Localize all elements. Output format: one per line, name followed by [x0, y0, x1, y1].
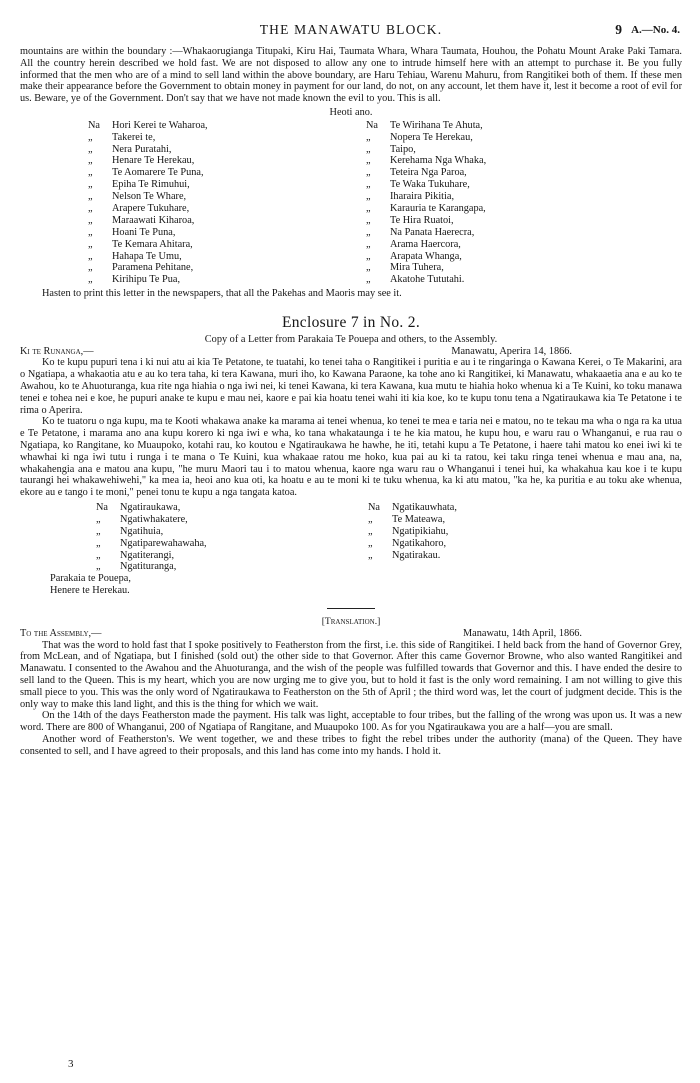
signatory-prefix: „ — [368, 549, 373, 561]
enclosure-salutation-row — [20, 346, 682, 358]
signatory-row — [88, 227, 350, 239]
signatory-prefix: „ — [366, 250, 371, 262]
signatory-name: Kerehama Nga Whaka, — [390, 155, 487, 167]
signatory-name: Te Aomarere Te Puna, — [112, 167, 204, 179]
signatory-row — [366, 120, 628, 132]
translation-salutation-row — [20, 628, 682, 640]
signatory-name: Arama Haercora, — [390, 238, 461, 250]
signatory-name: Te Hira Ruatoi, — [390, 214, 454, 226]
signatory-prefix: „ — [88, 214, 93, 226]
translation-salutation: To the Assembly,— — [20, 627, 102, 639]
personal-signatures — [50, 573, 682, 597]
tribe-row — [96, 514, 368, 526]
signatory-row — [366, 144, 628, 156]
signatory-name: Arapata Whanga, — [390, 250, 462, 262]
tribe-signatories-right — [368, 502, 640, 573]
signatory-prefix: Na — [88, 119, 101, 131]
enclosure-paragraph-1: Ko te kupu pupuri tena i ki nui atu ai kia Te Petatone, te tuatahi, ko tenei taha o Rangitikei i puritia e au i te ringaringa o Kawana Kerei, o Te Makarini, ara o Ngatiapa, a whakaotia atu e au ko tera taha, ki tera Kawana, muri iho, ko Kawana Paraone, ka tohe ano ki Rangitikei, ki Manawatu, whakaaetia ana e au ko te Awahou, ko te Ahuoturanga, kua rite nga hiahia o nga iwi nei, ki tenei Kawana, ki tera Kawana, kua mutu te hiahia hoko whenua ki a Te Kuini, ko toku manawa tenei e tohea nei e koe, he pupuri anake te kupu e mau nei, kaore e pai kia hoatu tenei wahi iti kia koe, ko te kupu tonu tena a Ngatiraukawa kia Te Petatone i te rima o Aperira. — [20, 357, 682, 416]
signatory-row — [366, 251, 628, 263]
signatory-row — [88, 191, 350, 203]
signatory-row — [366, 203, 628, 215]
signatory-prefix: „ — [88, 167, 93, 179]
signatory-name: Ngatiwhakatere, — [120, 513, 188, 525]
signatory-name: Taipo, — [390, 143, 416, 155]
tribe-signatories-table — [96, 502, 682, 573]
letter-body: mountains are within the boundary :—Whakaorugianga Titupaki, Kiru Hai, Taumata Whara, Whara Taumata, Houhou, the Pohatu Mount Arake Paki Tamara. All the country herein described we hold fast. We are not disposed to allow any one to intrude himself here with an attempt to purchase it. Be you fully informed that the men who are of a mind to sell land within the above boundary, are Haru Tehiau, Warenu Mahuru, from Rangitikei both of them. If these men make their appearance before the Government to obtain money in payment for our land, do not, on any account, let them have it, lest it become a root of evil for us. Beware, ye of the Government. Don't say that we have not made known the evil to you. This is all. — [20, 46, 682, 105]
signatory-name: Ngatipikiahu, — [392, 525, 449, 537]
translation-place-date: Manawatu, 14th April, 1866. — [463, 627, 582, 639]
signatory-row — [88, 132, 350, 144]
signatory-prefix: „ — [96, 525, 101, 537]
signatory-prefix: Na — [366, 119, 379, 131]
signatory-name: Ngatiraukawa, — [120, 502, 181, 513]
signatory-name: Te Kemara Ahitara, — [112, 238, 193, 250]
signatory-row — [88, 167, 350, 179]
signatory-prefix: „ — [88, 250, 93, 262]
signatory-name: Kirihipu Te Pua, — [112, 274, 181, 286]
signatory-name: Ngatiterangi, — [120, 549, 175, 561]
translation-paragraph-2: On the 14th of the days Featherston made the payment. His talk was light, acceptable to four tribes, but the falling of the wrong was upon us. It was a new word. There are 800 of Whanganui, 200 of Ngatiapa of Rangitane, and Muaupoko 100. As for you Ngatiraukawa you are a half—you are small. — [20, 710, 682, 734]
signatory-prefix: „ — [366, 167, 371, 179]
tribe-row — [96, 561, 368, 573]
tribe-row — [96, 550, 368, 562]
signatory-name: Paramena Pehitane, — [112, 262, 194, 274]
tribe-row — [368, 538, 640, 550]
tribe-row — [96, 538, 368, 550]
signatory-name: Hahapa Te Umu, — [112, 250, 182, 262]
signatories-right-column — [366, 120, 628, 286]
signatory-row — [366, 155, 628, 167]
signatories-table — [88, 120, 682, 286]
signatory-prefix: Na — [96, 502, 109, 513]
signatory-prefix: „ — [366, 131, 371, 143]
enclosure-title: Enclosure 7 in No. 2. — [281, 314, 421, 332]
letter-postscript: Hasten to print this letter in the newspapers, that all the Pakehas and Maoris may see it. — [42, 288, 402, 300]
letter-closing: Heoti ano. — [329, 106, 373, 118]
signatory-name: Hoani Te Puna, — [112, 226, 176, 238]
copy-line-text: Copy of a Letter from Parakaia Te Pouepa and others, to the Assembly. — [204, 333, 498, 345]
signatory-name: Teteira Nga Paroa, — [390, 167, 467, 179]
signer-2: Henere te Herekau. — [50, 585, 130, 597]
running-header — [20, 24, 682, 46]
section-divider — [327, 608, 375, 609]
signatory-name: Maraawati Kiharoa, — [112, 214, 195, 226]
signatory-name: Henare Te Herekau, — [112, 155, 195, 167]
signatory-row — [366, 167, 628, 179]
tribe-row — [96, 526, 368, 538]
signatory-row — [366, 262, 628, 274]
signatory-name: Ngatikahoro, — [392, 537, 447, 549]
tribe-row — [368, 526, 640, 538]
enclosure-paragraph-2: Ko te tuatoru o nga kupu, ma te Kooti whakawa anake ka marama ai tenei whenua, ko tenei te mea e taria nei e matou, no te tekau ma wha o nga ra ka utua e Te Petatone, i marama ano ana kupu korero ki nga iwi e wha, ko tana whakataunga i te he kia matou, he kupu hou, e waru rau o Whanganui, e rua rau o Ngatiapa, ko Rangitane, ko Muaupoko, kotahi rau, ko koutou e Ngatiraukawa he hawhe, he iti, tetahi kupu a Te Petatone, i haere tahi matou ko enei iwi ki te whawhai ki nga iwi tutu i runga i te mana o Te Kuini, kua whakaae ratou me hoko, kua pai au ki ta ratou, kei taku ringa tenei whenua e mau ana, na, whakahengia ana e matou ana kupu, "he muru Maori tau i to matou whenua, kaore nga waru rau o Whanganui i tenei hui, ka whakahua kau koe i te kupu taurangi hei whakawehiwehi," ka mea ia, heoi ano kua oti, ka hoatu e au te moni ki te tuku whenua, ka ki atu matou, "ka he, ka puritia e au toku ake whenua, ekore au e tango i te moni," penei tonu te kupu a nga tangata katoa. — [20, 416, 682, 499]
tribe-row — [96, 502, 368, 514]
enclosure-place-date: Manawatu, Aperira 14, 1866. — [451, 345, 572, 357]
signatory-row — [88, 203, 350, 215]
signatory-prefix: „ — [88, 155, 93, 167]
signatory-name: Ngatituranga, — [120, 561, 177, 573]
signer-1: Parakaia te Pouepa, — [50, 573, 131, 585]
signatory-name: Ngatihuia, — [120, 525, 164, 537]
signatory-prefix: „ — [366, 203, 371, 215]
signatory-row — [88, 262, 350, 274]
signatories-left-column — [88, 120, 350, 286]
signatory-row — [366, 274, 628, 286]
document-reference: A.—No. 4. — [631, 24, 680, 36]
signatory-name: Nera Puratahi, — [112, 143, 172, 155]
translation-paragraph-1: That was the word to hold fast that I spoke positively to Featherston from the first, i.e. this side of Rangitikei. I held back from the hand of Governor Grey, from McLean, and of Ngatiapa, but I finished (sold out) the other side to that Governor. After this came Governor Browne, who also wanted Rangitikei and Manawatu. I consented to the Awahou and the Ahuoturanga, and the wish of the people was fulfilled towards that Governor and this. I have ended the desire to sell land to the Queen. This is my heart, which you are now urging me to give you, but to hold it fast is the only word remaining. I am not willing to give this small piece to you. This was the only word of Ngatiraukawa to Featherston on the 5th of April ; the third word was, let the court of judgment decide. This is the only way to make this land light, and this is the thing for which we wait. — [20, 639, 682, 710]
signatory-prefix: „ — [88, 179, 93, 191]
signatory-name: Ngatiparewahawaha, — [120, 537, 207, 549]
signatory-prefix: „ — [88, 274, 93, 286]
signatory-prefix: Na — [368, 502, 381, 513]
signatory-row — [88, 155, 350, 167]
signatory-name: Epiha Te Rimuhui, — [112, 179, 190, 191]
signature-mark: 3 — [68, 1058, 74, 1070]
signatory-row — [366, 179, 628, 191]
signatory-prefix: „ — [88, 203, 93, 215]
signatory-prefix: „ — [366, 214, 371, 226]
signatory-prefix: „ — [366, 238, 371, 250]
signatory-prefix: „ — [368, 537, 373, 549]
signatory-row — [88, 274, 350, 286]
signatory-name: Na Panata Haerecra, — [390, 226, 475, 238]
signatory-row — [366, 132, 628, 144]
signatory-prefix: „ — [366, 179, 371, 191]
signatory-prefix: „ — [88, 143, 93, 155]
document-page — [20, 24, 682, 758]
signatory-row — [88, 251, 350, 263]
page-title: THE MANAWATU BLOCK. — [259, 22, 443, 37]
signatory-prefix: „ — [366, 155, 371, 167]
tribe-row — [368, 514, 640, 526]
signatory-prefix: „ — [366, 262, 371, 274]
signatory-prefix: „ — [368, 525, 373, 537]
signatory-name: Takerei te, — [112, 131, 156, 143]
signatory-prefix: „ — [96, 549, 101, 561]
signatory-row — [366, 215, 628, 227]
signatory-prefix: „ — [88, 226, 93, 238]
signatory-prefix: „ — [366, 274, 371, 286]
signatory-name: Nelson Te Whare, — [112, 191, 187, 203]
signatory-prefix: „ — [88, 131, 93, 143]
translation-heading: [Translation.] — [321, 615, 381, 627]
enclosure-salutation: Ki te Runanga,— — [20, 345, 94, 357]
signatory-name: Hori Kerei te Waharoa, — [112, 119, 208, 131]
enclosure-copy-line — [20, 334, 682, 346]
signatory-prefix: „ — [96, 513, 101, 525]
signatory-name: Te Waka Tukuhare, — [390, 179, 470, 191]
signatory-row — [88, 179, 350, 191]
signatory-prefix: „ — [88, 191, 93, 203]
signatory-row — [88, 120, 350, 132]
signatory-prefix: „ — [88, 238, 93, 250]
signatory-prefix: „ — [368, 513, 373, 525]
signatory-row — [366, 227, 628, 239]
signatory-name: Te Wirihana Te Ahuta, — [390, 119, 483, 131]
signatory-name: Arapere Tukuhare, — [112, 203, 190, 215]
signatory-prefix: „ — [366, 191, 371, 203]
translation-paragraph-3: Another word of Featherston's. We went together, we and these tribes to fight the rebel tribes under the authority (mana) of the Queen. They have consented to sell, and I have agreed to their proposals, and this land has come into my hands. I hold it. — [20, 733, 682, 757]
signatory-name: Ngatirakau. — [392, 549, 441, 561]
signatory-row — [88, 144, 350, 156]
signatory-row — [366, 191, 628, 203]
signatory-prefix: „ — [366, 226, 371, 238]
signatory-name: Akatohe Tututahi. — [390, 274, 465, 286]
signatory-name: Karauria te Karangapa, — [390, 203, 486, 215]
signatory-name: Mira Tuhera, — [390, 262, 444, 274]
signatory-prefix: „ — [88, 262, 93, 274]
signatory-name: Nopera Te Herekau, — [390, 131, 473, 143]
page-number: 9 — [615, 22, 622, 37]
signatory-row — [366, 239, 628, 251]
tribe-row — [368, 502, 640, 514]
signatory-prefix: „ — [96, 537, 101, 549]
signatory-row — [88, 215, 350, 227]
tribe-row — [368, 550, 640, 562]
signatory-row — [88, 239, 350, 251]
signatory-name: Ngatikauwhata, — [392, 502, 457, 513]
signatory-prefix: „ — [366, 143, 371, 155]
signatory-name: Te Mateawa, — [392, 513, 446, 525]
tribe-signatories-left — [96, 502, 368, 573]
signatory-name: Iharaira Pikitia, — [390, 191, 455, 203]
signatory-prefix: „ — [96, 561, 101, 573]
